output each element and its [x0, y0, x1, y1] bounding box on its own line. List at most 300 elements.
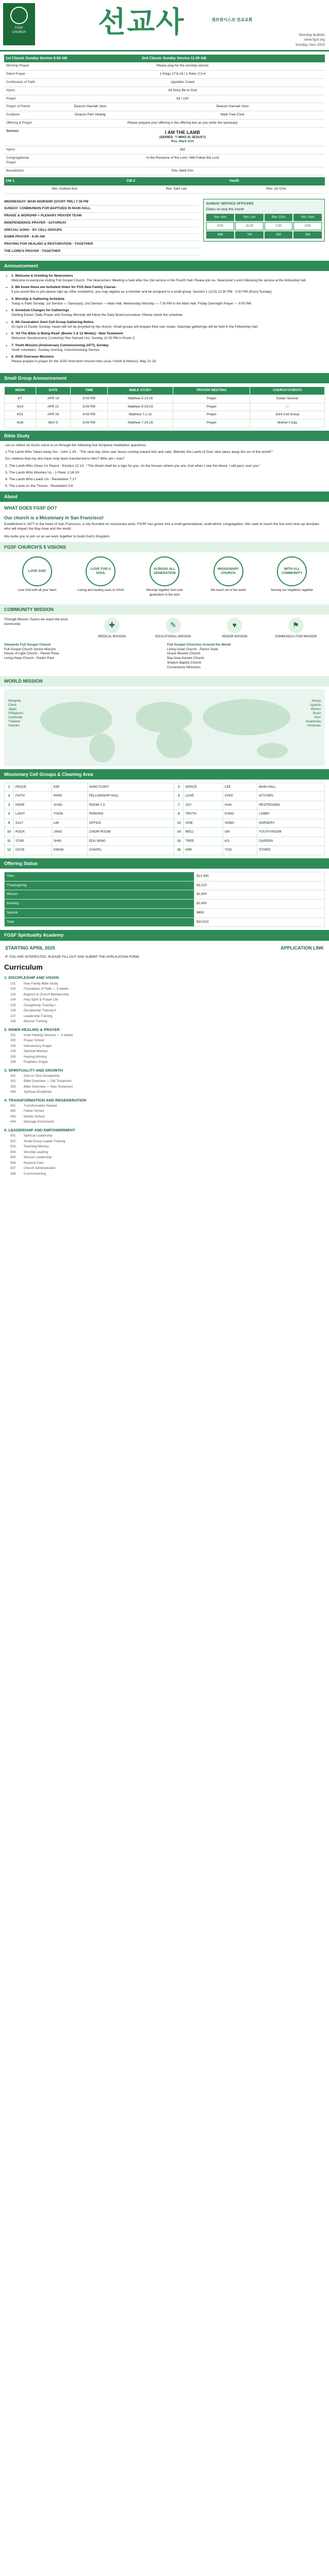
community-mission-icon: ⚑: [288, 618, 304, 633]
curriculum-item: [10, 1120, 325, 1125]
curriculum-name: Intercessory Prayer: [24, 1044, 52, 1048]
table-cell: PARK: [52, 792, 87, 801]
table-row: [5, 801, 325, 810]
service-row: [4, 155, 325, 167]
community-list-item: Full Gospel Church Senior Mission: [4, 647, 56, 651]
announcement-heading: 3. Worship & Gathering Schedule: [11, 297, 64, 301]
table-cell: Matthew 7:1-12: [108, 411, 173, 419]
table-cell: CHAPEL: [87, 846, 174, 855]
curriculum-item: [10, 998, 325, 1003]
small-group-col-header: BIBLE STUDY: [108, 387, 173, 395]
announcement-heading: 8. 2025 Overseas Missions: [11, 355, 54, 359]
world-mission-left: [8, 699, 23, 728]
table-cell: 8:00 PM: [71, 403, 108, 411]
curriculum-code: 402: [10, 1109, 16, 1113]
table-cell: TRUTH: [184, 810, 223, 819]
announcement-item: [11, 344, 324, 353]
world-map-icon: [4, 689, 325, 766]
service-value: Apostles' Creed: [40, 78, 325, 87]
table-cell: Prayer: [173, 395, 250, 403]
community-lists: [0, 642, 329, 673]
curriculum-name: Prayer School: [24, 1039, 44, 1043]
table-row: [5, 395, 325, 403]
officers-title: SUNDAY SERVICE OFFICERS: [206, 201, 254, 206]
announcement-heading: 4. Schedule Changes for Gatherings: [11, 309, 69, 313]
community-list-item: Living Hope Church - Pastor Paul: [4, 656, 54, 660]
community-grid: [0, 615, 329, 642]
table-cell: YOUTH ROOM: [257, 828, 325, 837]
vision-text: Loving and leading souls to Christ: [77, 589, 124, 592]
table-cell: 10: [5, 828, 14, 837]
world-mission-country: Guatemala: [305, 720, 321, 724]
service-row: [4, 71, 325, 79]
table-cell: NURSERY: [257, 819, 325, 828]
curriculum-name: Marriage Enrichment: [24, 1120, 54, 1124]
announcement-text: If you would like to join please sign up. After completion, you may register as a member and be assigned to a small group. Session 1 (11/3) 12:30 PM - 3:30 PM (Every Sunday): [11, 290, 272, 294]
schedule-item: PRAISE & WORSHIP + PLENARY PRAYER TEAM: [4, 213, 199, 220]
curriculum-code: 206: [10, 1060, 16, 1064]
table-cell: 8:00 PM: [71, 419, 108, 428]
table-row: [5, 890, 325, 900]
curriculum-name: Discipleship Training I: [24, 1003, 56, 1007]
table-cell: SALT: [14, 819, 52, 828]
offering-amount: $12,450: [194, 872, 325, 881]
table-cell: 4/21: [5, 411, 36, 419]
officer-cell: WM: [206, 231, 235, 239]
service-label: Congregational Prayer: [4, 155, 40, 167]
header: [0, 0, 329, 52]
table-cell: 15: [174, 837, 184, 846]
curriculum-code: 404: [10, 1120, 16, 1124]
vision-item: [12, 556, 61, 597]
service-row: [4, 87, 325, 95]
officers-sub: Elders on duty this month: [206, 208, 244, 212]
service-row: [4, 146, 325, 155]
table-cell: 11: [5, 837, 14, 846]
table-row: [5, 810, 325, 819]
table-cell: 14: [174, 828, 184, 837]
service-label: Prayer of Parish: [4, 103, 40, 111]
table-cell: PEACE: [14, 783, 52, 792]
table-cell: LEE: [223, 783, 257, 792]
bible-paragraph: 1.The Lamb Who Takes Away Sin - John 1:29 - "The next day John saw Jesus coming toward him and said, 'Behold, the Lamb of God, who takes away the sin of the world!'": [5, 450, 273, 454]
curriculum-item: [10, 1044, 325, 1049]
vision-text: Love God with all your heart: [18, 589, 57, 592]
curriculum-item: [10, 1172, 325, 1177]
bible-paragraph: 2. The Lamb Who Gives Us Peace - Exodus 12:13 - "The blood shall be a sign for you, on the houses where you are. And when I see the blood, I will pass over you.": [5, 464, 261, 468]
announcement-item: [11, 285, 324, 295]
service-row: [4, 103, 325, 111]
table-cell: FAITH: [14, 792, 52, 801]
application-link[interactable]: APPLICATION LINK: [281, 945, 324, 951]
table-cell: STAR: [14, 837, 52, 846]
service-value: All Glory Be to God: [40, 87, 325, 95]
table-cell: MAY 5: [36, 419, 71, 428]
service-value-2: Mark Tree Choir: [140, 111, 325, 120]
curriculum-code: 104: [10, 998, 16, 1002]
curriculum-code: 303: [10, 1084, 16, 1089]
curriculum-item: [10, 1055, 325, 1060]
vision-header: FGSF CHURCH'S 5 VISIONS: [0, 542, 329, 552]
schedule-item: SPECIAL SONG - BY CELL GROUPS: [4, 227, 199, 234]
officers-box: [203, 199, 325, 242]
community-list-2: [167, 643, 325, 670]
curriculum-name: Healing Ministry: [24, 1055, 47, 1059]
curriculum-code: 403: [10, 1114, 16, 1118]
cm-value: Rev. Andrew Kim: [4, 185, 125, 193]
curriculum-item: [10, 993, 325, 997]
announcement-heading: 6. 'All The Bible is Being Read' (Books 1 & 12 Weeks) - New Testament: [11, 332, 123, 336]
about-section: [0, 505, 329, 539]
officer-cell: Rev. Kim: [206, 214, 235, 221]
service-row: [4, 119, 325, 127]
curriculum-item: [10, 1014, 325, 1019]
service-value: 82 / 100: [40, 95, 325, 103]
service-value: In the Presence of the Lord / Will Follow the Lord: [40, 155, 325, 167]
offering-header: Offering Status: [0, 858, 329, 869]
cm-value: Rev. Sam Lee: [125, 185, 227, 193]
world-mission-country: Japan: [8, 707, 17, 711]
curriculum-code: 505: [10, 1156, 16, 1159]
bible-paragraph: Do I believe that my sins have truly been transferred to Him? Who am I now?: [5, 457, 125, 461]
world-header: WORLD MISSION: [0, 676, 329, 686]
table-row: [5, 900, 325, 909]
curriculum-item: [10, 987, 325, 992]
table-cell: CHOI: [223, 792, 257, 801]
service-label: Offering & Prayer: [4, 119, 40, 127]
schedule-row: [0, 197, 329, 258]
small-group-col-header: TIME: [71, 387, 108, 395]
offering-amount: $650: [194, 908, 325, 918]
curriculum-item: [10, 1104, 325, 1109]
page-subtitle: 샌프란시스코 선교교회: [211, 18, 253, 22]
officer-cell: 4:00: [293, 222, 322, 230]
offering-amount: $3,210: [194, 881, 325, 890]
curriculum-item: [10, 1033, 325, 1038]
curriculum-group-title: 1. DISCIPLESHIP AND VISION: [4, 975, 59, 980]
table-row: [5, 828, 325, 837]
service-table: [4, 55, 325, 194]
table-cell: ARK: [184, 846, 223, 855]
table-cell: KWON: [52, 846, 87, 855]
world-mission-country: Kenya: [311, 699, 321, 703]
service-label: Worship Prayer: [4, 62, 40, 70]
schedule-item: WEDNESDAY: MAIN WORSHIP (START PM) | 7:30 PM: [4, 199, 199, 206]
service-value: Please prepare your offering in the offering box as you enter the sanctuary: [40, 119, 325, 127]
logo-ring-icon: [10, 7, 28, 24]
curriculum-name: Leadership Training: [24, 1014, 53, 1018]
about-header: About: [0, 492, 329, 502]
table-cell: SHIN: [52, 837, 87, 846]
small-group-col-header: WEEK: [5, 387, 36, 395]
curriculum-name: New Family Bible Study: [24, 981, 58, 986]
table-row: [5, 783, 325, 792]
church-logo: [3, 3, 35, 45]
table-cell: JANG: [52, 828, 87, 837]
curriculum-item: [10, 1085, 325, 1090]
curriculum-name: Church Administration: [24, 1166, 56, 1170]
announcement-heading: 2. We know these are turbulent times for FGS New Family Course.: [11, 285, 117, 290]
table-row: [5, 411, 325, 419]
officer-cell: 9:00: [206, 222, 235, 230]
table-cell: YOO: [223, 846, 257, 855]
curriculum-item: [10, 1074, 325, 1079]
curriculum-code: 204: [10, 1049, 16, 1054]
table-cell: Prayer: [173, 419, 250, 428]
announcement-text: Starting Easter, Daily Prayer and Sunday Worship will follow the Daily Board procedure. Please check the schedule.: [11, 313, 183, 317]
spiritual-header: FGSF Spirituality Academy: [0, 930, 329, 940]
table-cell: 12: [5, 846, 14, 855]
curriculum-name: Mission Leadership: [24, 1156, 52, 1159]
schedule-item: SUNDAY: COMMUNION FOR BAPTIZED IN MAIN HALL: [4, 206, 199, 213]
curriculum-code: 203: [10, 1044, 16, 1048]
community-mission-item: [144, 618, 203, 639]
bible-paragraph: 3. The Lamb Who Washes Us - 1 Peter 1:18-19: [5, 470, 79, 474]
curriculum-name: Baptism & Church Membership: [24, 992, 69, 996]
curriculum-item: [10, 1079, 325, 1084]
offering-table: [4, 872, 325, 927]
world-mission-country: Honduras: [307, 724, 321, 728]
world-mission-country: Philippines: [8, 711, 24, 715]
announcement-heading: 7. Youth Mission (Anniversary Commissioning 2477), Sunday: [11, 343, 109, 347]
table-row: [5, 881, 325, 890]
about-heading: WHAT DOES FGSF DO?: [4, 505, 57, 511]
curriculum-name: Spiritual Leadership: [24, 1134, 53, 1138]
curriculum-item: [10, 1039, 325, 1043]
curriculum-name: Small Group Leader Training: [24, 1139, 65, 1143]
curriculum-code: 202: [10, 1039, 16, 1043]
community-list-item: Cornerstone Ministries: [167, 665, 201, 669]
curriculum-name: Foundation of Faith — 5 weeks: [24, 987, 69, 991]
curriculum-code: 105: [10, 1003, 16, 1007]
table-cell: 13: [174, 819, 184, 828]
table-cell: LOVE: [184, 792, 223, 801]
curriculum-item: [10, 1134, 325, 1139]
world-mission-right: [306, 699, 321, 728]
sermon-block: [40, 127, 325, 146]
curriculum-code: 201: [10, 1033, 16, 1037]
service-value: Deacon Hannah Jeon: [40, 103, 140, 111]
table-cell: GRACE: [184, 783, 223, 792]
curriculum-code: 502: [10, 1139, 16, 1143]
curriculum-item: [10, 1166, 325, 1171]
announcement-header: Announcement: [0, 261, 329, 271]
officers-box-wrap: [203, 199, 325, 256]
officer-cell: EM: [265, 231, 293, 239]
table-cell: PARKING: [87, 810, 174, 819]
table-cell: MAIN HALL: [257, 783, 325, 792]
table-cell: OFFICE: [87, 819, 174, 828]
curriculum-group-title: 2. INNER HEALING & PRAYER: [4, 1027, 60, 1032]
schedule-item: THE LORD'S PRAYER - TOGETHER: [4, 248, 199, 256]
announcement-heading: 1. Welcome & Greeting for Newcomers: [11, 274, 73, 278]
offering-type: Special: [5, 908, 194, 918]
members-table: [4, 783, 325, 855]
community-mission-item: [83, 618, 141, 639]
community-list-1: [4, 643, 162, 670]
community-list-item: House of Light Church - Pastor Rose: [4, 652, 59, 656]
table-cell: 1: [5, 783, 14, 792]
vision-text: Serving our neighbors together: [270, 589, 314, 592]
logo-line-2: CHURCH: [12, 31, 26, 35]
community-intro: Through Mission Teams we reach the local community: [4, 617, 68, 626]
curriculum-code: 401: [10, 1104, 16, 1108]
meta-line[interactable]: www.fgsf.org: [304, 38, 325, 42]
announcement-item: [11, 309, 324, 318]
curriculum-item: [10, 1140, 325, 1144]
curriculum-name: Spiritual Disciplines: [24, 1090, 52, 1094]
community-mission-label: EDUCATIONAL MISSION: [155, 635, 191, 638]
service-value-2: Deacon Hannah Jeon: [140, 103, 325, 111]
bible-paragraph: 4. The Lamb Who Leads Us - Revelation 7:17: [5, 477, 76, 481]
curriculum-code: 501: [10, 1134, 16, 1138]
table-cell: OH: [223, 828, 257, 837]
schedule-item: INDEPENDENCE PRAYER - SATURDAY: [4, 220, 199, 227]
vision-circle: LOVE GOD: [22, 556, 52, 586]
service-2-title: 2nd Classic Sunday Service 11:00 AM: [140, 55, 325, 62]
table-cell: KANG: [223, 810, 257, 819]
community-mission-label: SENIOR MISSION: [221, 635, 248, 638]
table-row: [5, 918, 325, 927]
offering-type: Thanksgiving: [5, 881, 194, 890]
offering-type: Building: [5, 900, 194, 909]
announcement-text: Youth volunteers. Sunday morning: Commissioning Service.: [11, 348, 101, 352]
offering-type: Total: [5, 918, 194, 927]
world-mission-country: Vietnam: [8, 724, 20, 728]
curriculum-name: Pastoral Care: [24, 1161, 44, 1165]
small-group-col-header: DATE: [36, 387, 71, 395]
service-label: Silent Prayer: [4, 71, 40, 79]
bible-header: Bible Study: [0, 431, 329, 441]
curriculum-code: 301: [10, 1074, 16, 1078]
world-mission-country: China: [8, 703, 17, 707]
curriculum-item: [10, 1009, 325, 1013]
table-row: [5, 837, 325, 846]
curriculum-name: Mother School: [24, 1114, 45, 1118]
table-cell: Matthew 5:13-16: [108, 395, 173, 403]
table-cell: APR 14: [36, 395, 71, 403]
curriculum-code: 507: [10, 1166, 16, 1170]
offering-type: Tithe: [5, 872, 194, 881]
offering-amount: $1,800: [194, 890, 325, 900]
schedule-item: PRAYING FOR HEALING & RESTORATION - TOGETHER: [4, 241, 199, 248]
table-cell: Prayer: [173, 411, 250, 419]
curriculum-name: Bible Overview — Old Testament: [24, 1079, 72, 1083]
header-meta: [295, 33, 325, 47]
service-value: Rev. Mark Kim: [40, 167, 325, 175]
logo-line-1: FGSF: [15, 27, 23, 30]
community-mission-icon: ✚: [104, 618, 120, 633]
table-row: [5, 792, 325, 801]
service-label: Scripture: [4, 111, 40, 120]
table-cell: KIM: [52, 783, 87, 792]
table-cell: Matthew 7:24-29: [108, 419, 173, 428]
service-row: [4, 111, 325, 120]
community-mission-item: [205, 618, 264, 639]
service-value: Please pray for the worship service: [40, 62, 325, 70]
table-cell: Matthew 6:19-24: [108, 403, 173, 411]
table-row: [5, 872, 325, 881]
table-cell: KO: [223, 837, 257, 846]
officer-cell: 1:30: [265, 222, 293, 230]
curriculum-name: Worship Leading: [24, 1150, 48, 1154]
service-label: Benediction: [4, 167, 40, 175]
offering-type: Mission: [5, 890, 194, 900]
world-mission-country: Uganda: [309, 703, 321, 707]
table-cell: LIGHT: [14, 810, 52, 819]
service-row: [4, 95, 325, 103]
offering-amount: $20,510: [194, 918, 325, 927]
curriculum-code: 302: [10, 1079, 16, 1083]
community-list-item: Bay Area Korean Church: [167, 656, 204, 660]
members-header: Missionary Cell Groups & Cleaning Area: [0, 769, 329, 779]
curriculum-code: 106: [10, 1009, 16, 1012]
curriculum-item: [10, 1020, 325, 1024]
table-cell: KITCHEN: [257, 792, 325, 801]
table-cell: APR 21: [36, 403, 71, 411]
world-mission-country: Mongolia: [8, 699, 21, 703]
curriculum-name: Inner Healing Seminar — 4 weeks: [24, 1033, 73, 1037]
curriculum-code: 108: [10, 1020, 16, 1023]
table-row: [5, 819, 325, 828]
table-cell: STAIRS: [257, 846, 325, 855]
bible-study: [0, 443, 329, 488]
table-cell: 7: [174, 801, 184, 810]
table-cell: Easter Service: [250, 395, 325, 403]
vision-item: [204, 556, 253, 597]
officer-cell: KM: [293, 231, 322, 239]
table-cell: ROCK: [14, 828, 52, 837]
world-mission-country: Thailand: [8, 720, 21, 724]
table-cell: VINE: [184, 819, 223, 828]
community-mission-item: [267, 618, 325, 639]
small-group-col-header: CHURCH EVENTS: [250, 387, 325, 395]
bible-paragraph: 5. The Lamb on the Throne - Revelation 5:6: [5, 484, 73, 488]
table-cell: FELLOWSHIP HALL: [87, 792, 174, 801]
table-cell: 4/14: [5, 403, 36, 411]
table-cell: LIM: [52, 819, 87, 828]
table-cell: LOBBY: [257, 810, 325, 819]
service-value: 382: [40, 146, 325, 155]
officer-cell: 11:00: [235, 222, 264, 230]
small-group-table: [4, 386, 325, 428]
about-subheading: Our church is a Missionary in San Francisco!: [4, 515, 104, 520]
officer-cell: YM: [235, 231, 264, 239]
table-cell: JOY: [184, 801, 223, 810]
sermon-speaker: Rev. Mark Kim: [171, 140, 194, 144]
curriculum-group-title: 5. LEADERSHIP AND EMPOWERMENT: [4, 1127, 75, 1132]
curriculum-name: Discipleship Training II: [24, 1009, 56, 1012]
officer-cell: Rev. Park: [293, 214, 322, 221]
officers-grid: [206, 214, 322, 239]
curriculum-item: [10, 1161, 325, 1166]
small-group-header: Small Group Announcement: [0, 373, 329, 383]
announcement-item: [11, 274, 324, 283]
table-cell: HOPE: [14, 801, 52, 810]
table-cell: 5: [174, 783, 184, 792]
service-value: Deacon Pam Hwang: [40, 111, 140, 120]
vision-text: Worship together from one generation to the next: [146, 589, 183, 597]
schedule-item: DAWN PRAYER - 6:00 AM: [4, 234, 199, 241]
curriculum-name: Teaching Ministry: [24, 1145, 49, 1148]
table-row: [5, 846, 325, 855]
curriculum-name: Commissioning: [24, 1172, 46, 1176]
community-list-2-title: Full Gospel Churches Around the World: [167, 642, 231, 647]
service-row: [4, 78, 325, 87]
curriculum-title: Curriculum: [4, 963, 43, 972]
announcement-text: Please prepare in prayer for the 2025 short-term mission trips (Asia / North & Mexico). May 21-29.: [11, 360, 157, 364]
meta-line: Worship Bulletin: [299, 33, 325, 37]
